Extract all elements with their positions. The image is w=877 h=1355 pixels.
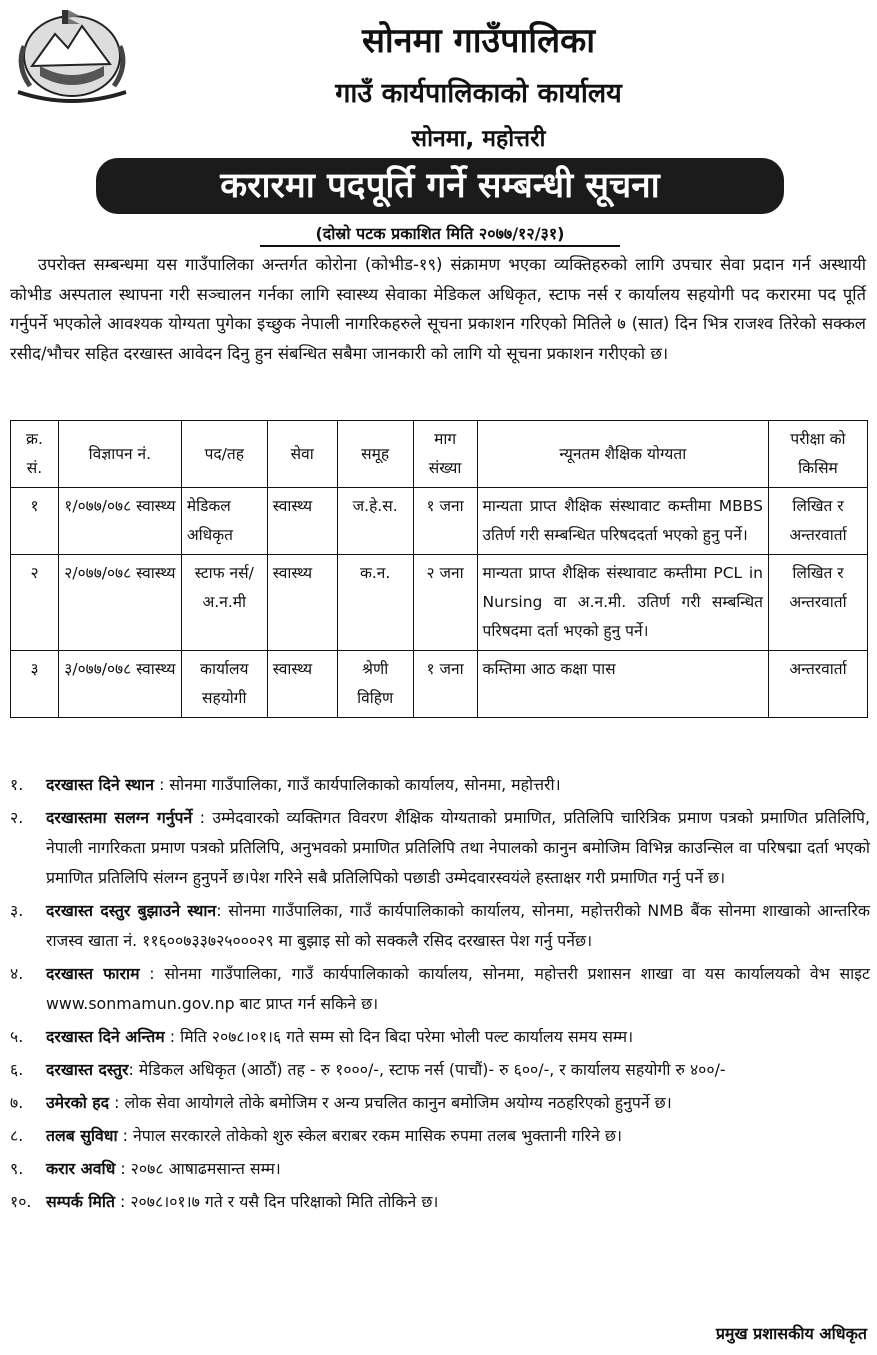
- cell-ad-no: २/०७७/०७८ स्वास्थ्य: [58, 555, 181, 651]
- note-label: दरखास्त दस्तुर: [46, 1060, 129, 1079]
- cell-service: स्वास्थ्य: [267, 555, 337, 651]
- cell-ad-no: १/०७७/०७८ स्वास्थ्य: [58, 488, 181, 555]
- intro-text: उपरोक्त सम्बन्धमा यस गाउँपालिका अन्तर्गत कोरोना (कोभीड-१९) संक्रामण भएका व्यक्तिहरुको लागि उपचार सेवा प्रदान गर्न अस्थायी कोभीड अस्पताल स्थापना गरी सञ्चालन गर्नका लागि स्वास्थ्य सेवाका मेडिकल अधिकृत, स्टाफ नर्स र कार्यालय सहयोगी पद करारमा पद पूर्ति गर्नुपर्ने भएकोले आवश्यक योग्यता पुगेका इच्छुक नेपाली नागरिकहरुले सूचना प्रकाशन गरिएको मितिले ७ (सात) दिन भित्र राजश्व तिरेको सक्कल रसीद/भौचर सहित दरखास्त आवेदन दिनु हुन संबन्धित सबैमा जानकारी को लागि यो सूचना प्रकाशन गरीएको छ।: [10, 255, 866, 363]
- note-number: ९.: [10, 1159, 24, 1178]
- cell-demand: १ जना: [413, 651, 477, 718]
- header-exam: परीक्षा को किसिम: [768, 421, 867, 488]
- note-number: १.: [10, 775, 24, 794]
- cell-qualification: मान्यता प्राप्त शैक्षिक संस्थावाट कम्तीमा PCL in Nursing वा अ.न.मी. उतिर्ण गरी सम्बन्धित परिषदमा दर्ता भएको हुनु पर्ने।: [477, 555, 768, 651]
- cell-service: स्वास्थ्य: [267, 651, 337, 718]
- note-label: दरखास्त दिने अन्तिम: [46, 1027, 165, 1046]
- list-item: [10, 1055, 870, 1085]
- note-text: : मेडिकल अधिकृत (आठौं) तह - रु १०००/-, स्टाफ नर्स (पाचौं)- रु ६००/-, र कार्यालय सहयोगी रु ४००/-: [128, 1060, 726, 1079]
- note-number: ४.: [10, 964, 24, 983]
- note-text: : २०७८।०१।७ गते र यसै दिन परिक्षाको मिति तोकिने छ।: [120, 1192, 439, 1211]
- list-item: [10, 770, 870, 800]
- note-label: तलब सुविधा: [46, 1126, 118, 1145]
- list-item: [10, 896, 870, 956]
- note-number: २.: [10, 808, 24, 827]
- list-item: [10, 1022, 870, 1052]
- note-text: : २०७८ आषाढमसान्त सम्म।: [120, 1159, 281, 1178]
- note-number: ८.: [10, 1126, 24, 1145]
- header-group: समूह: [337, 421, 413, 488]
- note-text: : उम्मेदवारको व्यक्तिगत विवरण शैक्षिक योग्यताको प्रमाणित, प्रतिलिपि चारित्रिक प्रमाण पत्रको प्रमाणित प्रतिलिपि, नेपाली नागरिकता प्रमाण पत्रको प्रतिलिपि, अनुभवको प्रमाणित प्रतिलिपि तथा नेपालको कानुन बमोजिम विभिन्न काउन्सिल वा परिषद्मा दर्ता भएको प्रमाणित प्रतिलिपि संलग्न हुनुपर्ने छ।पेश गरिने सबै प्रतिलिपिको पछाडी उम्मेदवारस्वयंले हस्ताक्षर गरी प्रमाणित गर्नु पर्ने छ।: [46, 808, 870, 887]
- note-text: : नेपाल सरकारले तोकेको शुरु स्केल बराबर रकम मासिक रुपमा तलब भुक्तानी गरिने छ।: [122, 1126, 622, 1145]
- cell-demand: २ जना: [413, 555, 477, 651]
- cell-post: कार्यालय सहयोगी: [181, 651, 267, 718]
- table-row: [11, 651, 868, 718]
- note-label: सम्पर्क मिति: [46, 1192, 115, 1211]
- table-header-row: [11, 421, 868, 488]
- note-number: ३.: [10, 901, 24, 920]
- signature: प्रमुख प्रशासकीय अधिकृत: [715, 1324, 867, 1343]
- cell-sn: ३: [11, 651, 59, 718]
- org-name: सोनमा गाउँपालिका: [361, 21, 596, 61]
- cell-sn: २: [11, 555, 59, 651]
- note-number: ७.: [10, 1093, 24, 1112]
- notes-list: [10, 770, 870, 1220]
- note-label: दरखास्त फाराम: [46, 964, 140, 983]
- note-number: १०.: [10, 1192, 32, 1211]
- notice-title: करारमा पदपूर्ति गर्ने सम्बन्धी सूचना: [96, 158, 784, 214]
- header-post: पद/तह: [181, 421, 267, 488]
- header-qualification: न्यूनतम शैक्षिक योग्यता: [477, 421, 768, 488]
- table-row: [11, 488, 868, 555]
- office-location: सोनमा, महोत्तरी: [411, 126, 546, 152]
- list-item: [10, 1154, 870, 1184]
- cell-demand: १ जना: [413, 488, 477, 555]
- list-item: [10, 959, 870, 1019]
- note-label: उमेरको हद: [46, 1093, 110, 1112]
- table-row: [11, 555, 868, 651]
- publish-note: (दोस्रो पटक प्रकाशित मिति २०७७/१२/३१): [260, 222, 620, 247]
- list-item: [10, 1121, 870, 1151]
- cell-ad-no: ३/०७७/०७८ स्वास्थ्य: [58, 651, 181, 718]
- cell-qualification: कम्तिमा आठ कक्षा पास: [477, 651, 768, 718]
- intro-paragraph: [10, 250, 866, 368]
- vacancy-table: [10, 420, 868, 718]
- list-item: [10, 803, 870, 893]
- note-label: करार अवधि: [46, 1159, 116, 1178]
- note-number: ५.: [10, 1027, 24, 1046]
- note-number: ६.: [10, 1060, 24, 1079]
- header-ad-no: विज्ञापन नं.: [58, 421, 181, 488]
- cell-exam: अन्तरवार्ता: [768, 651, 867, 718]
- header-sn: क्र. सं.: [11, 421, 59, 488]
- note-label: दरखास्त दस्तुर बुझाउने स्थान: [46, 901, 217, 920]
- note-text: : सोनमा गाउँपालिका, गाउँ कार्यपालिकाको कार्यालय, सोनमा, महोत्तरी।: [159, 775, 561, 794]
- note-label: दरखास्त दिने स्थान: [46, 775, 155, 794]
- list-item: [10, 1187, 870, 1217]
- cell-post: मेडिकल अधिकृत: [181, 488, 267, 555]
- office-name: गाउँ कार्यपालिकाको कार्यालय: [335, 78, 622, 109]
- note-text: : मिति २०७८।०१।६ गते सम्म सो दिन बिदा परेमा भोली पल्ट कार्यालय समय सम्म।: [169, 1027, 634, 1046]
- cell-exam: लिखित र अन्तरवार्ता: [768, 555, 867, 651]
- cell-group: ज.हे.स.: [337, 488, 413, 555]
- list-item: [10, 1088, 870, 1118]
- cell-service: स्वास्थ्य: [267, 488, 337, 555]
- cell-group: श्रेणी विहिण: [337, 651, 413, 718]
- cell-post: स्टाफ नर्स/ अ.न.मी: [181, 555, 267, 651]
- cell-group: क.न.: [337, 555, 413, 651]
- note-label: दरखास्तमा सलग्न गर्नुपर्ने: [46, 808, 193, 827]
- header-service: सेवा: [267, 421, 337, 488]
- cell-qualification: मान्यता प्राप्त शैक्षिक संस्थावाट कम्तीमा MBBS उतिर्ण गरी सम्बन्धित परिषददर्ता भएको हुनु पर्ने।: [477, 488, 768, 555]
- cell-sn: १: [11, 488, 59, 555]
- header-demand: माग संख्या: [413, 421, 477, 488]
- note-text: : सोनमा गाउँपालिका, गाउँ कार्यपालिकाको कार्यालय, सोनमा, महोत्तरी प्रशासन शाखा वा यस कार्यालयको वेभ साइट www.sonmamun.gov.np बाट प्राप्त गर्न सकिने छ।: [46, 964, 870, 1013]
- note-text: : सोनमा गाउँपालिका, गाउँ कार्यपालिकाको कार्यालय, सोनमा, महोत्तरीको NMB बैंक सोनमा शाखाको आन्तरिक राजस्व खाता नं. ११६००७३३७२५०००२९ मा बुझाइ सो को सक्कलै रसिद दरखास्त पेश गर्नु पर्नेछ।: [46, 901, 870, 950]
- note-text: : लोक सेवा आयोगले तोके बमोजिम र अन्य प्रचलित कानुन बमोजिम अयोग्य नठहरिएको हुनुपर्ने छ।: [114, 1093, 672, 1112]
- cell-exam: लिखित र अन्तरवार्ता: [768, 488, 867, 555]
